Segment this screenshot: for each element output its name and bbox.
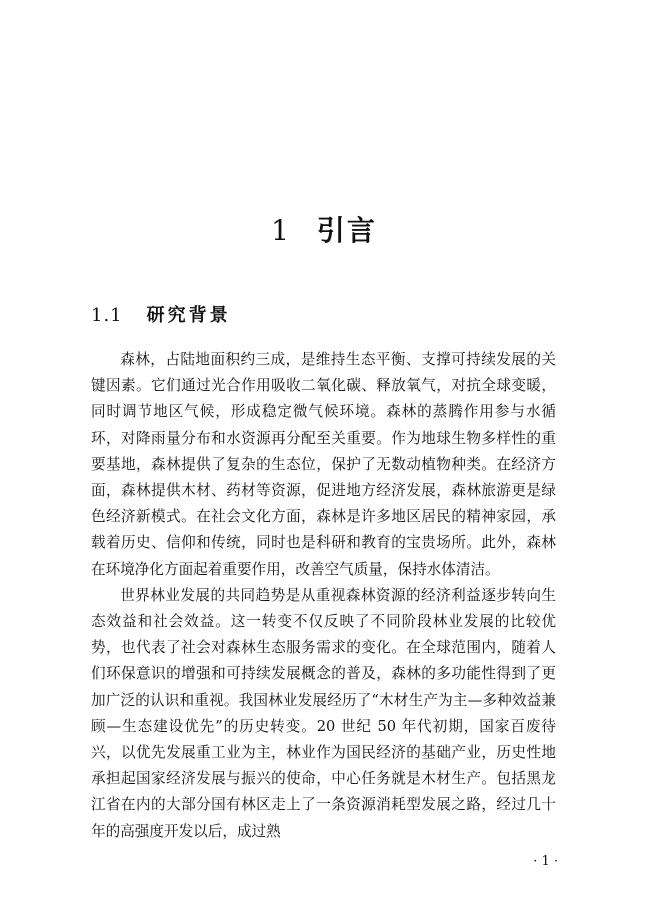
section-number: 1.1 (91, 305, 123, 326)
chapter-title (0, 213, 648, 249)
body-text (91, 347, 556, 845)
chapter-title-text: 引言 (316, 214, 377, 247)
page-number: · 1 · (533, 854, 558, 869)
paragraph: 森林，占陆地面积约三成，是维持生态平衡、支撑可持续发展的关键因素。它们通过光合作用吸收二氧化碳、释放氧气，对抗全球变暖，同时调节地区气候，形成稳定微气候环境。森林的蒸腾作用参与水循环，对降雨量分布和水资源再分配至关重要。作为地球生物多样性的重要基地，森林提供了复杂的生态位，保护了无数动植物种类。在经济方面，森林提供木材、药材等资源，促进地方经济发展，森林旅游更是绿色经济新模式。在社会文化方面，森林是许多地区居民的精神家园，承载着历史、信仰和传统，同时也是科研和教育的宝贵场所。此外，森林在环境净化方面起着重要作用，改善空气质量，保持水体清洁。 (91, 351, 556, 578)
paragraph: 世界林业发展的共同趋势是从重视森林资源的经济利益逐步转向生态效益和社会效益。这一转变不仅反映了不同阶段林业发展的比较优势，也代表了社会对森林生态服务需求的变化。在全球范围内，随着人们环保意识的增强和可持续发展概念的普及，森林的多功能性得到了更加广泛的认识和重视。我国林业发展经历了“木材生产为主—多种效益兼顾—生态建设优先”的历史转变。20 世纪 50 年代初期，国家百废待兴，以优先发展重工业为主，林业作为国民经济的基础产业，历史性地承担起国家经济发展与振兴的使命，中心任务就是木材生产。包括黑龙江省在内的大部分国有林区走上了一条资源消耗型发展之路，经过几十年的高强度开发以后，成过熟 (91, 586, 556, 840)
section-title: 研究背景 (146, 305, 231, 326)
section-heading (91, 303, 231, 329)
chapter-number: 1 (271, 214, 291, 247)
